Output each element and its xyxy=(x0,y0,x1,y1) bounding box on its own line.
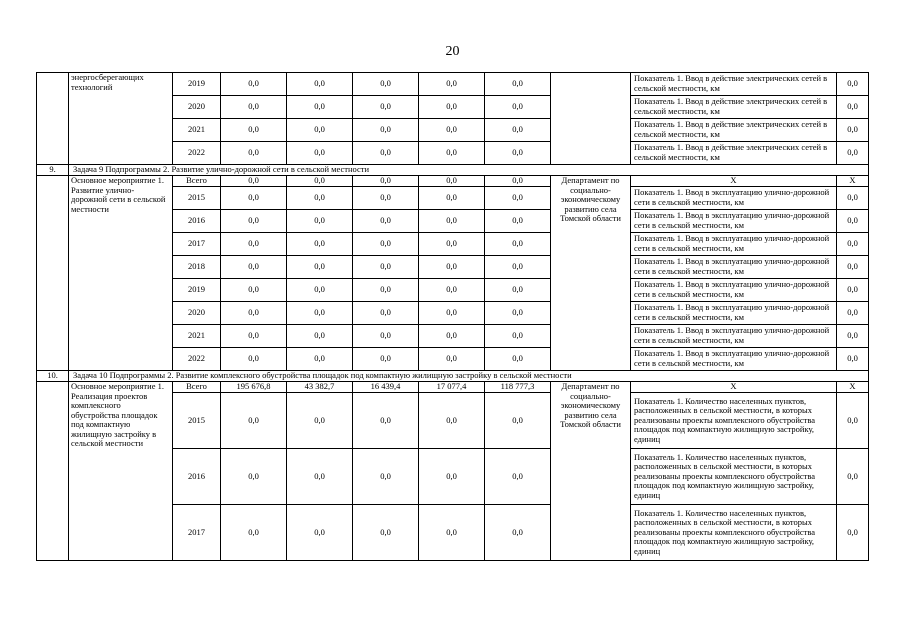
task-title: Задача 10 Подпрограммы 2. Развитие комплексного обустройства площадок под компактную жилищную застройку в сельской местности xyxy=(69,371,869,382)
amount-cell: 0,0 xyxy=(287,233,353,256)
amount-cell: 0,0 xyxy=(485,256,551,279)
amount-cell: 0,0 xyxy=(287,348,353,371)
amount-cell: 0,0 xyxy=(419,449,485,505)
indicator-cell: Показатель 1. Количество населенных пунктов, расположенных в сельской местности, в которых реализованы проекты комплексного обустройства площадок под компактную жилищную застройку, единиц xyxy=(631,505,837,561)
amount-cell: 0,0 xyxy=(353,393,419,449)
year-cell: 2015 xyxy=(173,393,221,449)
amount-cell: 0,0 xyxy=(287,210,353,233)
amount-cell: 0,0 xyxy=(353,279,419,302)
indicator-value-cell: 0,0 xyxy=(837,449,869,505)
amount-cell: 0,0 xyxy=(419,233,485,256)
amount-cell: 0,0 xyxy=(221,233,287,256)
indicator-value-cell: 0,0 xyxy=(837,187,869,210)
indicator-value-cell: 0,0 xyxy=(837,505,869,561)
indicator-value-cell: 0,0 xyxy=(837,73,869,96)
amount-cell: 0,0 xyxy=(485,348,551,371)
indicator-cell: Показатель 1. Ввод в эксплуатацию улично-дорожной сети в сельской местности, км xyxy=(631,279,837,302)
amount-cell: 0,0 xyxy=(485,505,551,561)
amount-cell: 0,0 xyxy=(221,348,287,371)
amount-cell: 0,0 xyxy=(221,73,287,96)
indicator-value-cell: Х xyxy=(837,176,869,187)
amount-cell: 0,0 xyxy=(485,142,551,165)
amount-cell: 0,0 xyxy=(353,348,419,371)
amount-cell: 0,0 xyxy=(353,210,419,233)
amount-cell: 0,0 xyxy=(485,449,551,505)
amount-cell: 195 676,8 xyxy=(221,382,287,393)
indicator-cell: Показатель 1. Ввод в эксплуатацию улично-дорожной сети в сельской местности, км xyxy=(631,325,837,348)
program-table-sheet xyxy=(36,72,868,561)
amount-cell: 0,0 xyxy=(419,256,485,279)
amount-cell: 0,0 xyxy=(419,176,485,187)
indicator-cell: Показатель 1. Ввод в действие электрических сетей в сельской местности, км xyxy=(631,96,837,119)
amount-cell: 0,0 xyxy=(221,96,287,119)
amount-cell: 0,0 xyxy=(419,325,485,348)
amount-cell: 0,0 xyxy=(419,279,485,302)
amount-cell: 0,0 xyxy=(221,449,287,505)
indicator-cell: Показатель 1. Количество населенных пунктов, расположенных в сельской местности, в которых реализованы проекты комплексного обустройства площадок под компактную жилищную застройку, единиц xyxy=(631,393,837,449)
indicator-value-cell: 0,0 xyxy=(837,142,869,165)
amount-cell: 0,0 xyxy=(419,119,485,142)
task-title: Задача 9 Подпрограммы 2. Развитие улично-дорожной сети в сельской местности xyxy=(69,165,869,176)
year-cell: 2017 xyxy=(173,505,221,561)
amount-cell: 0,0 xyxy=(485,393,551,449)
indicator-cell: Показатель 1. Ввод в эксплуатацию улично-дорожной сети в сельской местности, км xyxy=(631,256,837,279)
amount-cell: 0,0 xyxy=(221,142,287,165)
amount-cell: 0,0 xyxy=(287,176,353,187)
amount-cell: 0,0 xyxy=(221,187,287,210)
year-cell: 2019 xyxy=(173,73,221,96)
amount-cell: 0,0 xyxy=(485,119,551,142)
page-number: 20 xyxy=(445,44,460,59)
department-cell: Департамент по социально-экономическому развитию села Томской области xyxy=(551,382,631,561)
table-row xyxy=(37,176,869,187)
amount-cell: 0,0 xyxy=(419,393,485,449)
amount-cell: 0,0 xyxy=(287,73,353,96)
indicator-value-cell: 0,0 xyxy=(837,348,869,371)
event-name-cell: Основное мероприятие 1. Реализация проектов комплексного обустройства площадок под компактную жилищную застройку в сельской местности xyxy=(69,382,173,561)
year-cell: 2016 xyxy=(173,210,221,233)
amount-cell: 0,0 xyxy=(353,233,419,256)
amount-cell: 0,0 xyxy=(221,505,287,561)
amount-cell: 0,0 xyxy=(287,505,353,561)
amount-cell: 0,0 xyxy=(353,187,419,210)
indicator-cell: Х xyxy=(631,176,837,187)
amount-cell: 0,0 xyxy=(485,187,551,210)
amount-cell: 0,0 xyxy=(353,256,419,279)
indicator-cell: Показатель 1. Ввод в действие электрических сетей в сельской местности, км xyxy=(631,119,837,142)
amount-cell: 0,0 xyxy=(419,348,485,371)
indicator-cell: Показатель 1. Ввод в эксплуатацию улично-дорожной сети в сельской местности, км xyxy=(631,233,837,256)
amount-cell: 0,0 xyxy=(287,325,353,348)
task-header-row xyxy=(37,165,869,176)
amount-cell: 0,0 xyxy=(287,302,353,325)
indicator-cell: Показатель 1. Ввод в эксплуатацию улично-дорожной сети в сельской местности, км xyxy=(631,210,837,233)
amount-cell: 0,0 xyxy=(287,449,353,505)
amount-cell: 0,0 xyxy=(419,187,485,210)
indicator-cell: Показатель 1. Количество населенных пунктов, расположенных в сельской местности, в которых реализованы проекты комплексного обустройства площадок под компактную жилищную застройку, единиц xyxy=(631,449,837,505)
amount-cell: 0,0 xyxy=(419,96,485,119)
amount-cell: 0,0 xyxy=(353,73,419,96)
amount-cell: 16 439,4 xyxy=(353,382,419,393)
year-cell: 2018 xyxy=(173,256,221,279)
indicator-value-cell: 0,0 xyxy=(837,233,869,256)
amount-cell: 0,0 xyxy=(485,176,551,187)
indicator-value-cell: 0,0 xyxy=(837,96,869,119)
indicator-value-cell: 0,0 xyxy=(837,279,869,302)
amount-cell: 0,0 xyxy=(485,210,551,233)
amount-cell: 0,0 xyxy=(287,96,353,119)
table-body xyxy=(37,73,869,561)
indicator-cell: Показатель 1. Ввод в действие электрических сетей в сельской местности, км xyxy=(631,142,837,165)
indicator-cell: Показатель 1. Ввод в эксплуатацию улично-дорожной сети в сельской местности, км xyxy=(631,302,837,325)
event-name-cell: Основное мероприятие 1. Развитие улично-дорожной сети в сельской местности xyxy=(69,176,173,371)
amount-cell: 0,0 xyxy=(485,279,551,302)
amount-cell: 0,0 xyxy=(221,119,287,142)
amount-cell: 0,0 xyxy=(419,505,485,561)
amount-cell: 0,0 xyxy=(221,302,287,325)
amount-cell: 0,0 xyxy=(287,393,353,449)
amount-cell: 0,0 xyxy=(419,210,485,233)
year-cell: Всего xyxy=(173,176,221,187)
amount-cell: 0,0 xyxy=(221,176,287,187)
task-number: 10. xyxy=(37,371,69,382)
table-row xyxy=(37,73,869,96)
year-cell: 2022 xyxy=(173,142,221,165)
amount-cell: 0,0 xyxy=(353,505,419,561)
year-cell: 2020 xyxy=(173,96,221,119)
amount-cell: 0,0 xyxy=(287,119,353,142)
task-number: 9. xyxy=(37,165,69,176)
amount-cell: 0,0 xyxy=(221,325,287,348)
year-cell: 2022 xyxy=(173,348,221,371)
year-cell: 2016 xyxy=(173,449,221,505)
amount-cell: 0,0 xyxy=(485,73,551,96)
amount-cell: 43 382,7 xyxy=(287,382,353,393)
amount-cell: 0,0 xyxy=(221,256,287,279)
event-name-cell: энергосберегающих технологий xyxy=(69,73,173,165)
amount-cell: 0,0 xyxy=(287,256,353,279)
task-header-row xyxy=(37,371,869,382)
amount-cell: 0,0 xyxy=(221,279,287,302)
department-cell xyxy=(551,73,631,165)
amount-cell: 17 077,4 xyxy=(419,382,485,393)
indicator-value-cell: 0,0 xyxy=(837,325,869,348)
amount-cell: 0,0 xyxy=(287,187,353,210)
indicator-cell: Показатель 1. Ввод в эксплуатацию улично-дорожной сети в сельской местности, км xyxy=(631,187,837,210)
indicator-cell: Х xyxy=(631,382,837,393)
amount-cell: 0,0 xyxy=(221,210,287,233)
amount-cell: 0,0 xyxy=(287,279,353,302)
indicator-value-cell: 0,0 xyxy=(837,256,869,279)
amount-cell: 0,0 xyxy=(353,119,419,142)
row-number-cell xyxy=(37,73,69,165)
year-cell: 2021 xyxy=(173,325,221,348)
year-cell: Всего xyxy=(173,382,221,393)
year-cell: 2019 xyxy=(173,279,221,302)
amount-cell: 0,0 xyxy=(419,302,485,325)
indicator-value-cell: 0,0 xyxy=(837,393,869,449)
year-cell: 2021 xyxy=(173,119,221,142)
amount-cell: 0,0 xyxy=(419,73,485,96)
amount-cell: 0,0 xyxy=(221,393,287,449)
amount-cell: 0,0 xyxy=(353,325,419,348)
amount-cell: 0,0 xyxy=(287,142,353,165)
indicator-value-cell: 0,0 xyxy=(837,119,869,142)
year-cell: 2017 xyxy=(173,233,221,256)
program-table xyxy=(36,72,869,561)
year-cell: 2015 xyxy=(173,187,221,210)
amount-cell: 0,0 xyxy=(353,142,419,165)
row-number-cell xyxy=(37,382,69,561)
amount-cell: 0,0 xyxy=(485,233,551,256)
amount-cell: 0,0 xyxy=(485,96,551,119)
amount-cell: 0,0 xyxy=(485,302,551,325)
department-cell: Департамент по социально-экономическому развитию села Томской области xyxy=(551,176,631,371)
indicator-value-cell: Х xyxy=(837,382,869,393)
row-number-cell xyxy=(37,176,69,371)
indicator-value-cell: 0,0 xyxy=(837,210,869,233)
amount-cell: 0,0 xyxy=(353,176,419,187)
amount-cell: 118 777,3 xyxy=(485,382,551,393)
amount-cell: 0,0 xyxy=(353,449,419,505)
amount-cell: 0,0 xyxy=(485,325,551,348)
amount-cell: 0,0 xyxy=(353,96,419,119)
amount-cell: 0,0 xyxy=(353,302,419,325)
indicator-cell: Показатель 1. Ввод в действие электрических сетей в сельской местности, км xyxy=(631,73,837,96)
indicator-value-cell: 0,0 xyxy=(837,302,869,325)
indicator-cell: Показатель 1. Ввод в эксплуатацию улично-дорожной сети в сельской местности, км xyxy=(631,348,837,371)
year-cell: 2020 xyxy=(173,302,221,325)
amount-cell: 0,0 xyxy=(419,142,485,165)
table-row xyxy=(37,382,869,393)
